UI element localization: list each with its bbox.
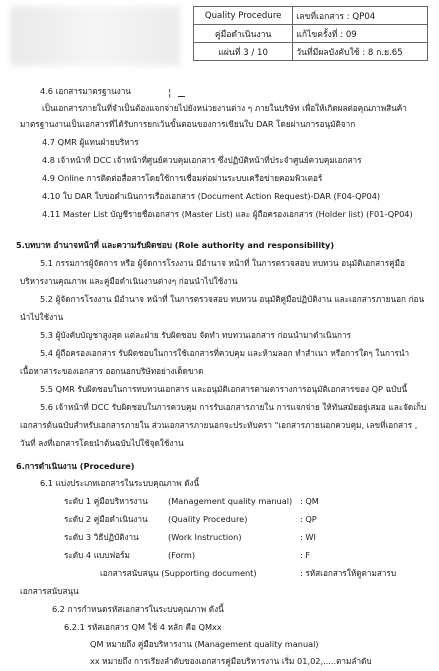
paragraph-line: เนื้อหาสาระของเอกสาร ออกนอกบริษัทอย่างเด็ดขาด	[20, 366, 204, 376]
supporting-doc-label: เอกสารสนับสนุน (Supporting document)	[100, 568, 257, 578]
paragraph-line: เอกสารสนับสนุน	[20, 586, 79, 596]
paragraph-line: บริหารงานคุณภาพ และคู่มือดำเนินงานต่างๆ ก่อนนำไปใช้งาน	[20, 276, 238, 286]
definition-4-10: 4.10 ใบ DAR ใบขอดำเนินการเรื่องเอกสาร (Document Action Request)-DAR (F04-QP04)	[42, 191, 381, 201]
definition-4-9: 4.9 Online การติดต่อสื่อสารโดยใช้การเชื่อมต่อผ่านระบบเครือข่ายคอมพิวเตอร์	[42, 173, 323, 183]
procedure-6-2-1: 6.2.1 รหัสเอกสาร QM ใช้ 4 หลัก คือ QMxx	[64, 622, 222, 632]
level-1-english: (Management quality manual)	[168, 496, 293, 506]
paragraph-line: เป็นเอกสารภายในที่จำเป็นต้องแจกจ่ายไปยังหน่วยงานต่าง ๆ ภายในบริษัท เพื่อให้เกิดผลต่อคุณภาพสินค้า	[42, 103, 407, 113]
supporting-doc-code: : รหัสเอกสารให้ดูตามสารบ	[300, 568, 397, 578]
section-5-heading: 5.บทบาท อำนาจหน้าที่ และความรับผิดชอบ (Role authority and responsibility)	[16, 240, 335, 250]
header-revision: แก้ไขครั้งที่ : 09	[293, 25, 428, 43]
level-4-code: : F	[300, 550, 311, 560]
paragraph-line: เอกสารต้นฉบับสำหรับเอกสารภายใน ส่วนเอกสารภายนอกจะประทับตรา "เอกสารภายนอกควบคุม, เลขที่เอกสาร ,	[20, 420, 418, 430]
section-6-heading: 6.การดำเนินงาน (Procedure)	[16, 461, 135, 471]
role-5-4: 5.4 ผู้ถือครองเอกสาร รับผิดชอบในการใช้เอกสารที่ควบคุม และห้ามลอก ทำสำเนา หรือการใดๆ ในการนำ	[40, 348, 410, 358]
paragraph-line: วันที่ ลงที่เอกสารโดยนำต้นฉบับไปใช้จุดใช้งาน	[20, 438, 184, 448]
level-1-label: ระดับ 1 คู่มือบริหารงาน	[64, 496, 148, 506]
level-3-english: (Work Instruction)	[168, 532, 242, 542]
paragraph-line: นำไปใช้งาน	[20, 312, 64, 322]
role-5-5: 5.5 QMR รับผิดชอบในการทบทวนเอกสาร และอนุมัติเอกสารตามตารางการอนุมัติเอกสารของ QP ฉบับนี้	[40, 384, 408, 394]
header-doc-no: เลขที่เอกสาร : QP04	[293, 7, 428, 25]
level-4-english: (Form)	[168, 550, 196, 560]
definition-4-7: 4.7 QMR ผู้แทนฝ่ายบริหาร	[42, 137, 139, 147]
level-2-label: ระดับ 2 คู่มือดำเนินงาน	[64, 514, 148, 524]
text-cursor-icon: ¦	[168, 88, 172, 99]
level-3-code: : WI	[300, 532, 316, 542]
header-subtitle: คู่มือดำเนินงาน	[194, 25, 293, 43]
role-5-1: 5.1 กรรมการผู้จัดการ หรือ ผู้จัดการโรงงาน มีอำนาจ หน้าที่ ในการตรวจสอบ ทบทวน อนุมัติเอกสารคู่มือ	[40, 258, 405, 268]
definition-4-11: 4.11 Master List บัญชีรายชื่อเอกสาร (Master List) และ ผู้ถือครองเอกสาร (Holder list) (F01-QP04)	[42, 209, 413, 219]
document-header-table	[193, 6, 428, 61]
procedure-6-2: 6.2 การกำหนดรหัสเอกสารในระบบคุณภาพ ดังนี้	[52, 604, 224, 614]
level-1-code: : QM	[300, 496, 319, 506]
qm-meaning: QM หมายถึง คู่มือบริหารงาน (Management quality manual)	[90, 639, 319, 649]
header-title: Quality Procedure	[194, 7, 293, 25]
section-4-6: 4.6 เอกสารมาตรฐานงาน	[40, 86, 131, 96]
xx-meaning: xx หมายถึง การเรียงลำดับของเอกสารคู่มือบริหารงาน เริ่ม 01,02,.....ตามลำดับ	[90, 656, 372, 666]
level-3-label: ระดับ 3 วิธีปฏิบัติงาน	[64, 532, 139, 542]
cursor-mark	[178, 96, 185, 97]
header-page: แผ่นที่ 3 / 10	[194, 43, 293, 61]
level-2-code: : QP	[300, 514, 317, 524]
role-5-2: 5.2 ผู้จัดการโรงงาน มีอำนาจ หน้าที่ ในการตรวจสอบ ทบทวน อนุมัติคู่มือปฏิบัติงาน และเอกสารภายนอก ก่อน	[40, 294, 425, 304]
level-2-english: (Quality Procedure)	[168, 514, 248, 524]
paragraph-line: มาตรฐานงานเป็นเอกสารที่ได้รับการยกเว้นขั้นตอนของการเขียนใบ DAR โดยผ่านการอนุมัติจาก	[20, 119, 356, 129]
role-5-6: 5.6 เจ้าหน้าที่ DCC รับผิดชอบในการควบคุม การรับเอกสารภายใน การแจกจ่าย ให้ทันสมัยอยู่เสมอ และจัดเก็บ	[40, 402, 427, 412]
header-effective-date: วันที่มีผลบังคับใช้ : 8 ก.ย.65	[293, 43, 428, 61]
role-5-3: 5.3 ผู้บังคับบัญชาสูงสุด แต่ละฝ่าย รับผิดชอบ จัดทำ ทบทวนเอกสาร ก่อนนำมาดำเนินการ	[40, 330, 352, 340]
procedure-6-1: 6.1 แบ่งประเภทเอกสารในระบบคุณภาพ ดังนี้	[40, 478, 200, 488]
definition-4-8: 4.8 เจ้าหน้าที่ DCC เจ้าหน้าที่ศูนย์ควบคุมเอกสาร ซึ่งปฏิบัติหน้าที่ประจำศูนย์ควบคุมเอกสาร	[42, 155, 362, 165]
level-4-label: ระดับ 4 แบบฟอร์ม	[64, 550, 130, 560]
blurred-company-logo	[10, 6, 180, 66]
